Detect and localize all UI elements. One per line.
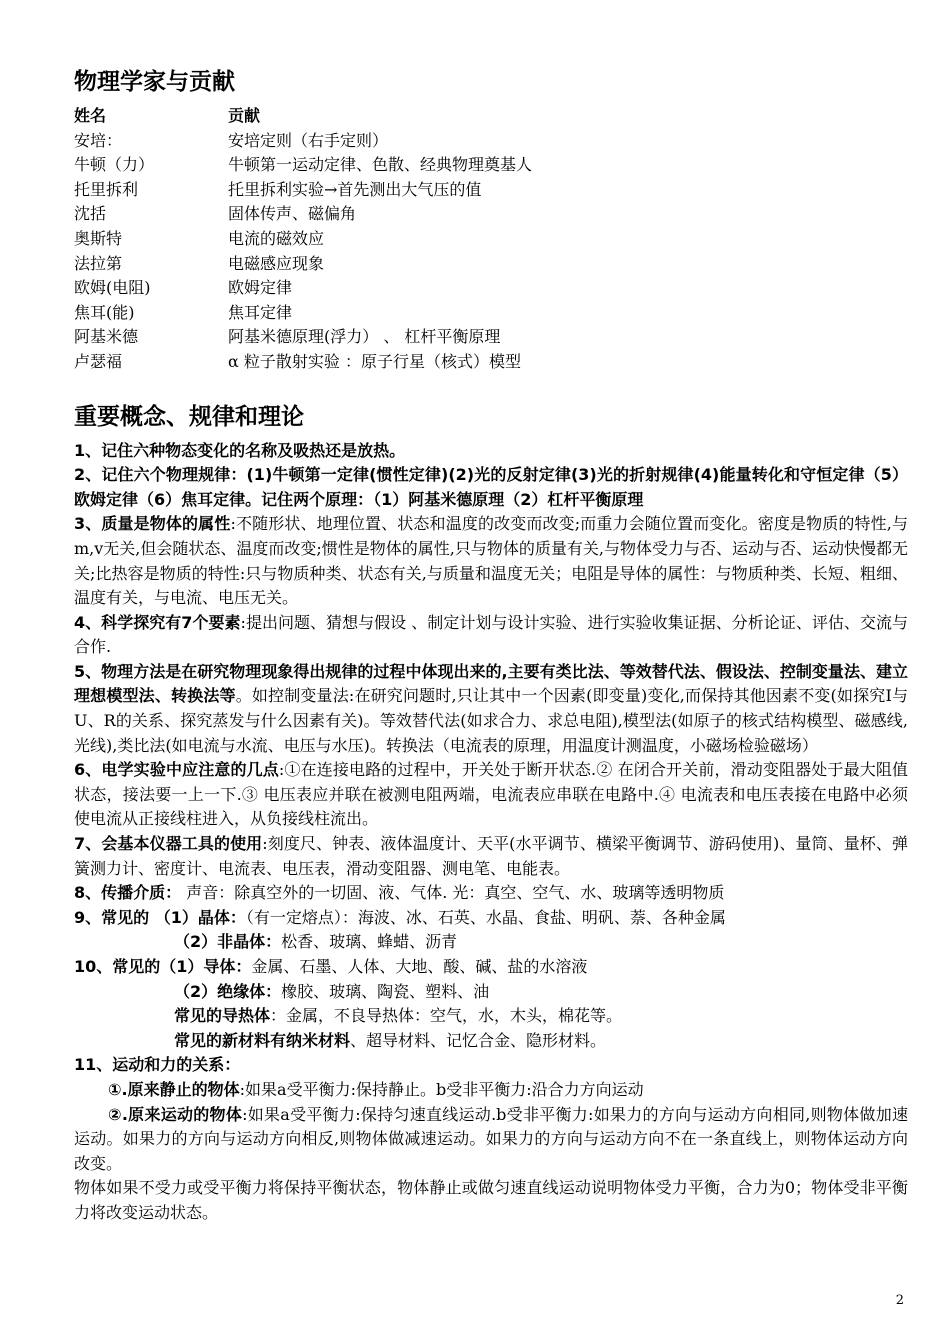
paragraph-10d-text: 、超导材料、记忆合金、隐形材料。 (350, 1030, 607, 1050)
paragraph-7 (74, 832, 908, 881)
scientist-contribution: 托里拆利实验→首先测出大气压的值 (228, 179, 482, 199)
table-row (74, 202, 532, 227)
paragraph-7-heading: 7、会基本仪器工具的使用 (74, 834, 263, 854)
paragraph-11b-heading: ②.原来运动的物体 (108, 1104, 243, 1124)
table-row (74, 129, 532, 154)
scientist-contribution: 固体传声、磁偏角 (228, 204, 357, 224)
paragraph-6-text: :①在连接电路的过程中，开关处于断开状态.② 在闭合开关前，滑动变阻器处于最大阻值状态，接法要一上一下.③ 电压表应并联在被测电阻两端，电流表应串联在电路中.④ 电流表和电压表接在电路中必须使电流从正接线柱进入，从负接线柱流出。 (74, 760, 908, 829)
table-row (74, 350, 532, 375)
scientist-name: 法拉第 (74, 253, 123, 273)
scientist-name: 奥斯特 (74, 228, 123, 248)
paragraph-10c-text: ：金属，不良导热体：空气，水，木头，棉花等。 (270, 1006, 623, 1026)
scientist-contribution: 焦耳定律 (228, 302, 293, 322)
paragraph-11a-heading: ①.原来静止的物体 (108, 1079, 240, 1099)
scientist-contribution: α 粒子散射实验 ：原子行星（核式）模型 (228, 351, 521, 371)
paragraph-9b (74, 930, 908, 955)
scientist-name: 欧姆(电阻) (74, 278, 151, 298)
paragraph-9b-text: 松香、玻璃、蜂蜡、沥青 (281, 932, 458, 952)
paragraph-11b (74, 1103, 908, 1177)
paragraph-3-heading: 3、质量是物体的属性 (74, 514, 231, 534)
scientist-contribution: 电流的磁效应 (228, 228, 325, 248)
document-page (74, 60, 908, 1226)
paragraph-10d (74, 1029, 908, 1054)
table-row (74, 276, 532, 301)
paragraph-11a (74, 1078, 908, 1103)
table-row (74, 325, 532, 350)
scientist-name: 安培： (74, 130, 123, 150)
paragraph-11b-text: :如果a受平衡力:保持匀速直线运动.b受非平衡力:如果力的方向与运动方向相同,则物体做加速运动。如果力的方向与运动方向相反,则物体做减速运动。如果力的方向与运动方向不在一条直线上，则物体运动方向改变。 (74, 1104, 908, 1173)
paragraph-12-text: 物体如果不受力或受平衡力将保持平衡状态，物体静止或做匀速直线运动说明物体受力平衡，合力为0；物体受非平衡力将改变运动状态。 (74, 1178, 908, 1222)
scientist-name: 沈括 (74, 204, 107, 224)
paragraph-5-text: 。如控制变量法:在研究问题时,只让其中一个因素(即变量)变化,而保持其他因素不变(如探究Ⅰ与U、R的关系、探究蒸发与什么因素有关)。等效替代法(如求合力、求总电阻),模型法(如原子的核式结构模型、磁感线,光线),类比法(如电流与水流、电压与水压)。转换法（电流表的原理，用温度计测温度，小磁场检验磁场） (74, 686, 908, 755)
paragraph-4 (74, 611, 908, 660)
paragraph-10a-text: 金属、石墨、人体、大地、酸、碱、盐的水溶液 (251, 957, 588, 976)
concepts-content (74, 439, 908, 1226)
scientist-name: 焦耳(能) (74, 302, 135, 322)
scientist-contribution: 阿基米德原理(浮力） 、 杠杆平衡原理 (228, 327, 501, 347)
paragraph-5-heading: 5、物理方法是在研究物理现象得出规律的过程中体现出来的,主要有类比法、等效替代法、假设法、控制变量法、建立理想模型法、转换法等 (74, 661, 908, 706)
paragraph-11 (74, 1053, 908, 1078)
paragraph-4-text: :提出问题、猜想与假设 、制定计划与设计实验、进行实验收集证据、分析论证、评估、交流与合作. (74, 612, 908, 657)
paragraph-10b-text: 橡胶、玻璃、陶瓷、塑料、油 (281, 981, 490, 1001)
scientists-table (74, 104, 532, 375)
paragraph-6 (74, 758, 908, 832)
table-row (74, 178, 532, 203)
paragraph-11-heading: 11、运动和力的关系： (74, 1055, 241, 1075)
paragraph-9a-text: （有一定熔点）：海波、冰、石英、水晶、食盐、明矾、萘、各种金属 (245, 907, 726, 927)
scientist-contribution: 牛顿第一运动定律、色散、经典物理奠基人 (228, 155, 533, 175)
paragraph-4-heading: 4、科学探究有7个要素 (74, 612, 241, 632)
paragraph-6-heading: 6、电学实验中应注意的几点 (74, 760, 279, 780)
paragraph-10c-heading: 常见的导热体 (174, 1006, 271, 1026)
paragraph-2 (74, 463, 908, 512)
table-row (74, 252, 532, 277)
table-row (74, 301, 532, 326)
header-contribution: 贡献 (228, 106, 261, 125)
paragraph-3-text: :不随形状、地理位置、状态和温度的改变而改变;而重力会随位置而变化。密度是物质的特性,与m,v无关,但会随状态、温度而改变;惯性是物体的属性,只与物体的质量有关,与物体受力与否、运动与否、运动快慢都无关;比热容是物质的特性:只与物质种类、状态有关,与质量和温度无关；电阻是导体的属性：与物质种类、长短、粗细、温度有关，与电流、电压无关。 (74, 514, 908, 608)
page-number: 2 (895, 1293, 904, 1308)
paragraph-1-text: 1、记住六种物态变化的名称及吸热还是放热。 (74, 440, 406, 460)
scientist-name: 阿基米德 (74, 327, 139, 347)
paragraph-3 (74, 512, 908, 610)
paragraph-10c (74, 1004, 908, 1029)
paragraph-10b (74, 980, 908, 1005)
paragraph-1 (74, 439, 908, 464)
paragraph-9a (74, 906, 908, 931)
paragraph-11a-text: :如果a受平衡力:保持静止。b受非平衡力:沿合力方向运动 (239, 1079, 644, 1099)
section-title-concepts: 重要概念、规律和理论 (74, 403, 304, 430)
paragraph-10a-heading: 10、常见的（1）导体： (74, 957, 252, 976)
paragraph-8 (74, 881, 908, 906)
paragraph-9b-heading: （2）非晶体： (174, 932, 282, 952)
table-header-row (74, 104, 532, 129)
paragraph-9a-heading: 9、常见的 （1）晶体： (74, 907, 246, 927)
scientist-contribution: 电磁感应现象 (228, 253, 325, 273)
paragraph-2-text: 2、记住六个物理规律：(1)牛顿第一定律(惯性定律)(2)光的反射定律(3)光的折射规律(4)能量转化和守恒定律（5）欧姆定律（6）焦耳定律。记住两个原理：（1）阿基米德原理（2）杠杆平衡原理 (74, 465, 908, 509)
paragraph-7-text: :刻度尺、钟表、液体温度计、天平(水平调节、横梁平衡调节、游码使用)、量筒、量杯、弹簧测力计、密度计、电流表、电压表，滑动变阻器、测电笔、电能表。 (74, 834, 908, 878)
scientist-contribution: 欧姆定律 (228, 278, 293, 298)
paragraph-10a (74, 955, 908, 980)
table-row (74, 153, 532, 178)
table-row (74, 227, 532, 252)
scientist-name: 卢瑟福 (74, 351, 123, 371)
paragraph-5 (74, 660, 908, 758)
section-title-scientists: 物理学家与贡献 (74, 69, 235, 95)
scientist-name: 托里拆利 (74, 179, 139, 199)
paragraph-8-heading: 8、传播介质： (74, 883, 182, 903)
paragraph-8-text: 声音：除真空外的一切固、液、气体. 光：真空、空气、水、玻璃等透明物质 (181, 883, 725, 903)
scientist-name: 牛顿（力） (74, 155, 155, 175)
paragraph-10b-heading: （2）绝缘体： (174, 981, 282, 1001)
scientist-contribution: 安培定则（右手定则） (228, 130, 389, 150)
paragraph-12 (74, 1176, 908, 1225)
header-name: 姓名 (74, 106, 107, 125)
paragraph-10d-heading: 常见的新材料有纳米材料 (174, 1030, 351, 1050)
